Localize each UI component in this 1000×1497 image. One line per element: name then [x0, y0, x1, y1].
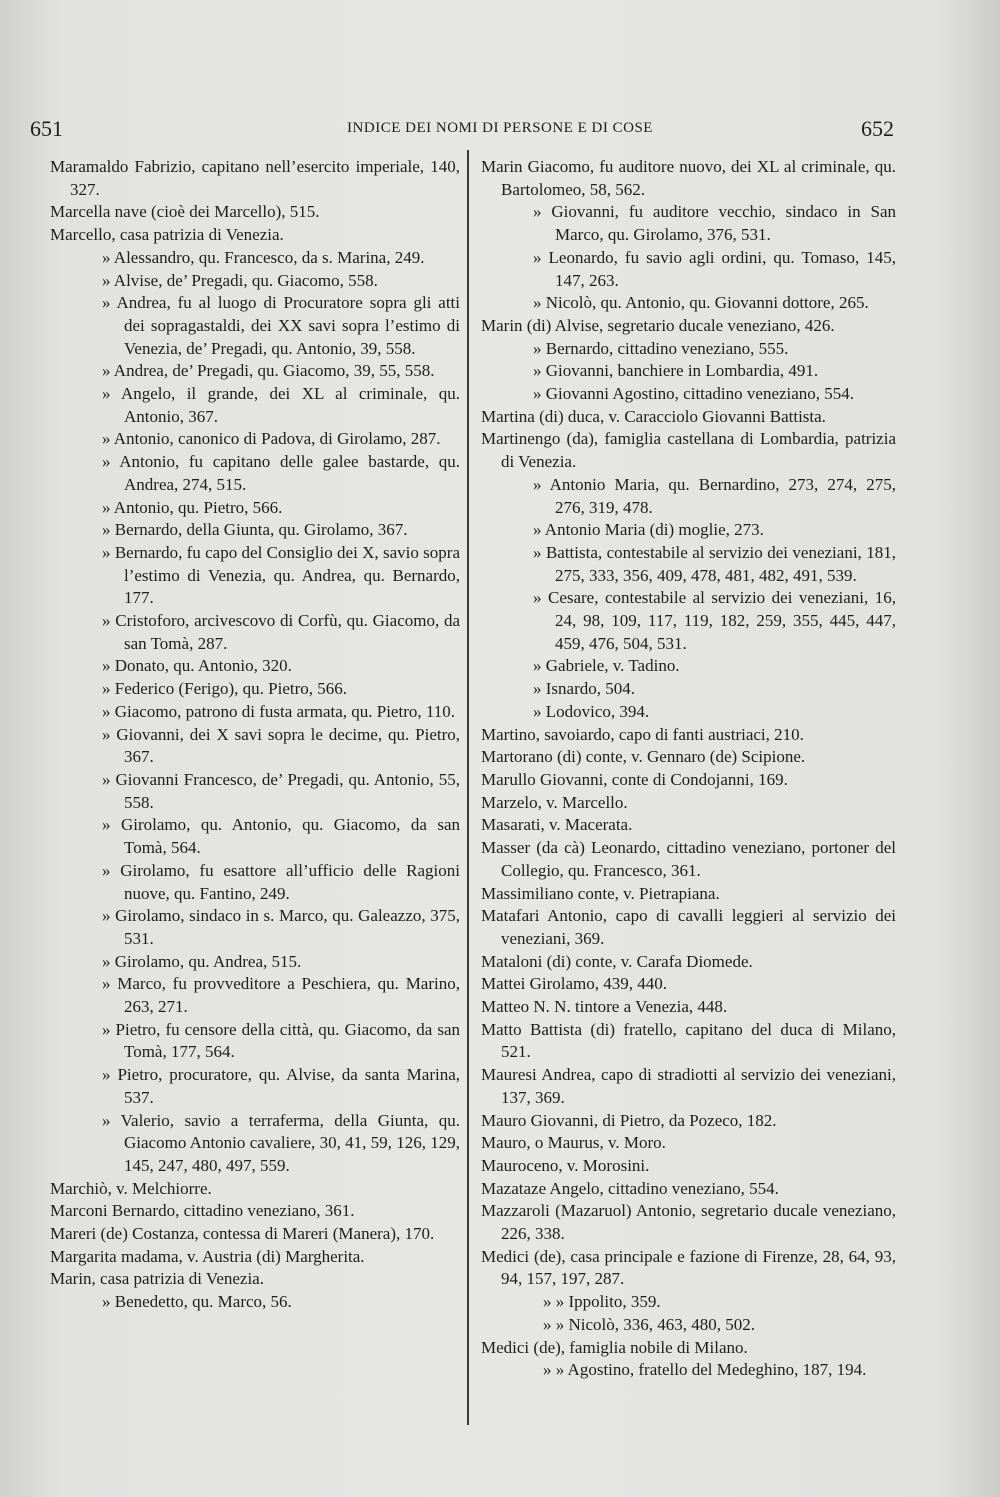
index-entry: » Giovanni, dei X savi sopra le decime, qu. Pietro, 367.: [102, 724, 460, 767]
index-entry: » Bernardo, fu capo del Consiglio dei X, savio sopra l’estimo di Venezia, qu. Andrea, qu. Bernardo, 177.: [102, 542, 460, 608]
index-entry: Matto Battista (di) fratello, capitano del duca di Milano, 521.: [481, 1019, 896, 1062]
index-entry: Mauroceno, v. Morosini.: [481, 1155, 650, 1175]
index-entry: Marin Giacomo, fu auditore nuovo, dei XL al criminale, qu. Bartolomeo, 58, 562.: [481, 157, 896, 199]
index-entry: Medici (de), famiglia nobile di Milano.: [481, 1337, 748, 1357]
index-entry: » Antonio Maria, qu. Bernardino, 273, 274, 275, 276, 319, 478.: [533, 474, 896, 517]
index-entry: » » Ippolito, 359.: [543, 1292, 661, 1312]
index-entry: » Federico (Ferigo), qu. Pietro, 566.: [102, 679, 348, 699]
index-entry: » Antonio, canonico di Padova, di Girolamo, 287.: [102, 429, 441, 449]
index-entry: Margarita madama, v. Austria (di) Margherita.: [50, 1246, 365, 1266]
index-entry: » Antonio Maria (di) moglie, 273.: [533, 520, 764, 540]
index-entry: Matafari Antonio, capo di cavalli leggieri al servizio dei veneziani, 369.: [481, 906, 896, 948]
index-entry: Martina (di) duca, v. Caracciolo Giovanni Battista.: [481, 406, 826, 426]
page-number-left: 651: [30, 116, 63, 141]
index-entry: Mareri (de) Costanza, contessa di Mareri (Manera), 170.: [50, 1224, 435, 1244]
index-entry: » Pietro, procuratore, qu. Alvise, da santa Marina, 537.: [102, 1065, 460, 1107]
index-entry: » Valerio, savio a terraferma, della Giunta, qu. Giacomo Antonio cavaliere, 30, 41, 59, 126, 129, 145, 247, 480, 497, 559.: [102, 1110, 460, 1175]
index-entry: » Giovanni, fu auditore vecchio, sindaco in San Marco, qu. Girolamo, 376, 531.: [533, 202, 896, 245]
index-entry: » Bernardo, della Giunta, qu. Girolamo, 367.: [102, 520, 408, 540]
index-entry: » Girolamo, qu. Antonio, qu. Giacomo, da san Tomà, 564.: [102, 815, 460, 858]
index-entry: Marchiò, v. Melchiorre.: [50, 1178, 212, 1198]
index-entry: » Bernardo, cittadino veneziano, 555.: [533, 338, 789, 358]
index-entry: » Antonio, qu. Pietro, 566.: [102, 497, 283, 517]
index-entry: » Alessandro, qu. Francesco, da s. Marina, 249.: [102, 247, 425, 267]
index-entry: Massimiliano conte, v. Pietrapiana.: [481, 883, 720, 903]
index-entry: Matteo N. N. tintore a Venezia, 448.: [481, 997, 728, 1017]
index-entry: Medici (de), casa principale e fazione di Firenze, 28, 64, 93, 94, 157, 197, 287.: [481, 1246, 896, 1289]
index-entry: » Alvise, de’ Pregadi, qu. Giacomo, 558.: [102, 270, 378, 290]
running-title: INDICE DEI NOMI DI PERSONE E DI COSE: [347, 120, 653, 136]
index-entry: Mazzaroli (Mazaruol) Antonio, segretario ducale veneziano, 226, 338.: [481, 1201, 896, 1244]
index-entry: Masarati, v. Macerata.: [481, 815, 633, 835]
index-entry: » Girolamo, qu. Andrea, 515.: [102, 951, 302, 971]
index-entry: Mauro Giovanni, di Pietro, da Pozeco, 182.: [481, 1110, 777, 1130]
index-entry: Mazataze Angelo, cittadino veneziano, 554.: [481, 1178, 779, 1198]
index-entry: Martinengo (da), famiglia castellana di Lombardia, patrizia di Venezia.: [481, 429, 896, 472]
index-entry: Marzelo, v. Marcello.: [481, 792, 628, 812]
right-column: [481, 156, 896, 1382]
index-entry: Mataloni (di) conte, v. Carafa Diomede.: [481, 951, 753, 971]
page-header: [0, 116, 1000, 146]
index-entry: Masser (da cà) Leonardo, cittadino veneziano, portoner del Collegio, qu. Francesco, 361.: [481, 838, 896, 880]
left-column: [50, 156, 460, 1314]
column-divider: [467, 150, 469, 1425]
index-entry: Marconi Bernardo, cittadino veneziano, 361.: [50, 1201, 355, 1221]
index-entry: Marcella nave (cioè dei Marcello), 515.: [50, 202, 320, 222]
index-entry: » Nicolò, qu. Antonio, qu. Giovanni dottore, 265.: [533, 293, 869, 313]
index-entry: Martino, savoiardo, capo di fanti austriaci, 210.: [481, 724, 804, 744]
index-entry: » Battista, contestabile al servizio dei veneziani, 181, 275, 333, 356, 409, 478, 481, 482, 491, 539.: [533, 542, 896, 585]
index-entry: » Isnardo, 504.: [533, 679, 635, 699]
index-entry: Mauresi Andrea, capo di stradiotti al servizio dei veneziani, 137, 369.: [481, 1065, 896, 1107]
index-entry: Mauro, o Maurus, v. Moro.: [481, 1133, 666, 1153]
index-entry: » Lodovico, 394.: [533, 701, 650, 721]
index-entry: » Antonio, fu capitano delle galee bastarde, qu. Andrea, 274, 515.: [102, 452, 460, 494]
index-entry: » Benedetto, qu. Marco, 56.: [102, 1292, 292, 1312]
index-entry: Martorano (di) conte, v. Gennaro (de) Scipione.: [481, 747, 806, 767]
index-entry: Marullo Giovanni, conte di Condojanni, 169.: [481, 769, 788, 789]
index-entry: » » Nicolò, 336, 463, 480, 502.: [543, 1314, 756, 1334]
index-entry: » Donato, qu. Antonio, 320.: [102, 656, 292, 676]
index-entry: » Cristoforo, arcivescovo di Corfù, qu. Giacomo, da san Tomà, 287.: [102, 611, 460, 653]
index-entry: » Leonardo, fu savio agli ordini, qu. Tomaso, 145, 147, 263.: [533, 247, 896, 290]
index-entry: » Marco, fu provveditore a Peschiera, qu. Marino, 263, 271.: [102, 974, 460, 1017]
index-entry: » Giovanni Agostino, cittadino veneziano, 554.: [533, 384, 855, 404]
index-entry: » Andrea, fu al luogo di Procuratore sopra gli atti dei sopragastaldi, dei XX savi sopra l’estimo di Venezia, de’ Pregadi, qu. Antonio, 39, 558.: [102, 293, 460, 358]
index-entry: Marin (di) Alvise, segretario ducale veneziano, 426.: [481, 315, 835, 335]
index-entry: Maramaldo Fabrizio, capitano nell’esercito imperiale, 140, 327.: [50, 157, 460, 199]
index-entry: » » Agostino, fratello del Medeghino, 187, 194.: [543, 1360, 867, 1380]
index-entry: » Angelo, il grande, dei XL al criminale, qu. Antonio, 367.: [102, 384, 460, 426]
index-entry: » Giovanni Francesco, de’ Pregadi, qu. Antonio, 55, 558.: [102, 769, 460, 812]
index-entry: » Gabriele, v. Tadino.: [533, 656, 680, 676]
index-entry: » Girolamo, sindaco in s. Marco, qu. Galeazzo, 375, 531.: [102, 906, 460, 948]
index-entry: » Giacomo, patrono di fusta armata, qu. Pietro, 110.: [102, 701, 455, 721]
index-entry: Marin, casa patrizia di Venezia.: [50, 1269, 264, 1289]
index-entry: » Girolamo, fu esattore all’ufficio delle Ragioni nuove, qu. Fantino, 249.: [102, 860, 460, 903]
index-entry: Mattei Girolamo, 439, 440.: [481, 974, 668, 994]
page-number-right: 652: [861, 116, 894, 141]
index-entry: » Giovanni, banchiere in Lombardia, 491.: [533, 361, 819, 381]
index-entry: » Pietro, fu censore della città, qu. Giacomo, da san Tomà, 177, 564.: [102, 1019, 460, 1062]
index-entry: » Cesare, contestabile al servizio dei veneziani, 16, 24, 98, 109, 117, 119, 182, 259, 355, 445, 447, 459, 476, 504, 531.: [533, 588, 896, 653]
index-entry: » Andrea, de’ Pregadi, qu. Giacomo, 39, 55, 558.: [102, 361, 435, 381]
index-entry: Marcello, casa patrizia di Venezia.: [50, 225, 284, 245]
